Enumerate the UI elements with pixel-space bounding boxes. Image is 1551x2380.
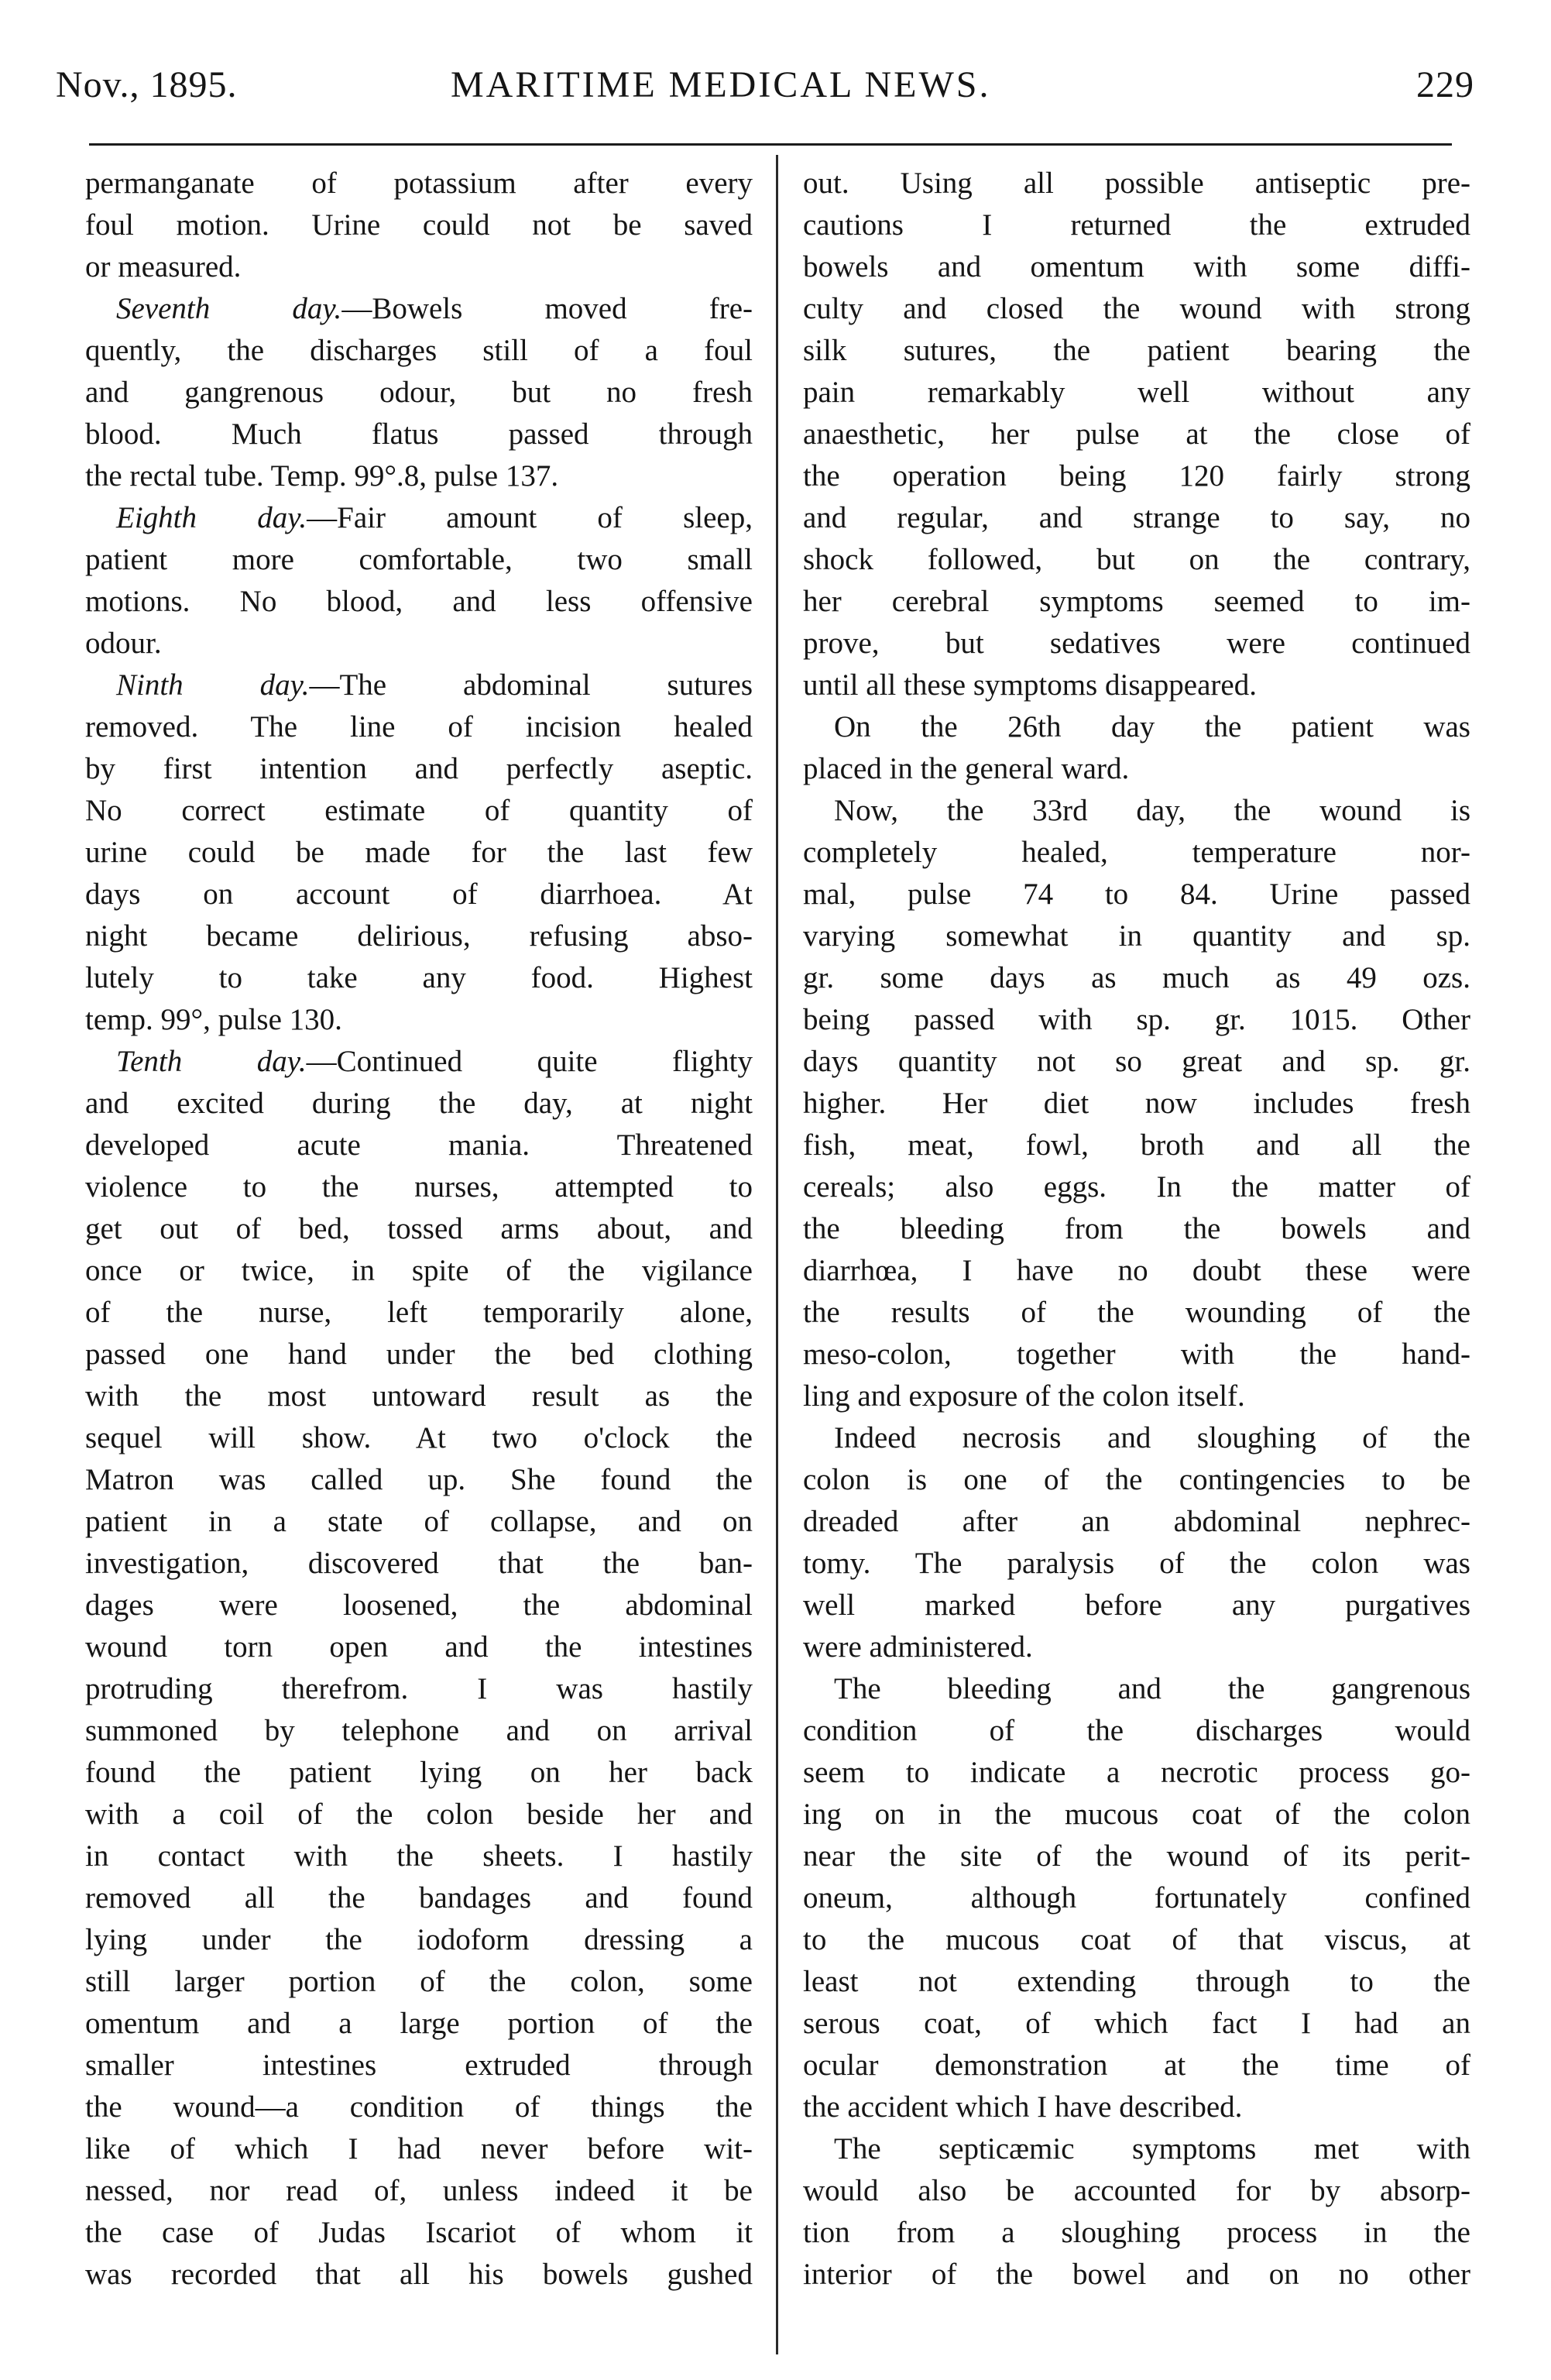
text-line	[803, 915, 1470, 957]
text-line	[803, 2128, 1470, 2170]
line-text: get out of bed, tossed arms about, and	[85, 1212, 753, 1245]
line-text: to the mucous coat of that viscus, at	[803, 1923, 1470, 1956]
line-text: urine could be made for the last few	[85, 836, 753, 869]
line-text: oneum, although fortunately confined	[803, 1881, 1470, 1915]
text-line	[85, 2128, 753, 2170]
text-line	[85, 1041, 753, 1083]
day-heading: Eighth day.	[116, 501, 307, 534]
text-line	[803, 2003, 1470, 2045]
line-text: placed in the general ward.	[803, 752, 1130, 785]
text-line	[803, 497, 1470, 539]
text-line	[85, 1585, 753, 1626]
text-line	[803, 1543, 1470, 1585]
text-line	[803, 1375, 1470, 1417]
text-line	[803, 204, 1470, 246]
line-text: higher. Her diet now includes fresh	[803, 1087, 1470, 1120]
text-line	[85, 163, 753, 204]
text-line	[803, 1668, 1470, 1710]
line-text: —Bowels moved fre-	[341, 292, 753, 325]
line-text: interior of the bowel and on no other	[803, 2258, 1470, 2291]
line-text: sequel will show. At two o'clock the	[85, 1421, 753, 1454]
text-line	[85, 1208, 753, 1250]
line-text: Now, the 33rd day, the wound is	[834, 794, 1470, 827]
text-line	[803, 2254, 1470, 2296]
text-line	[85, 204, 753, 246]
text-line	[85, 1375, 753, 1417]
day-heading: Seventh day.	[116, 292, 342, 325]
text-line	[85, 246, 753, 288]
line-text: out. Using all possible antiseptic pre-	[803, 167, 1470, 200]
line-text: found the patient lying on her back	[85, 1756, 753, 1789]
line-text: lutely to take any food. Highest	[85, 961, 753, 994]
text-line	[85, 1836, 753, 1877]
text-line	[85, 2003, 753, 2045]
line-text: —Continued quite flighty	[306, 1045, 753, 1078]
text-line	[85, 623, 753, 665]
line-text: meso-colon, together with the hand-	[803, 1338, 1470, 1371]
header-rule	[89, 143, 1452, 146]
line-text: culty and closed the wound with strong	[803, 292, 1470, 325]
text-line	[803, 2212, 1470, 2254]
line-text: omentum and a large portion of the	[85, 2007, 753, 2040]
line-text: pain remarkably well without any	[803, 376, 1470, 409]
line-text: were administered.	[803, 1630, 1033, 1664]
line-text: passed one hand under the bed clothing	[85, 1338, 753, 1371]
journal-title: MARITIME MEDICAL NEWS.	[451, 64, 991, 105]
line-text: the rectal tube. Temp. 99°.8, pulse 137.	[85, 459, 559, 493]
line-text: prove, but sedatives were continued	[803, 627, 1470, 660]
line-text: No correct estimate of quantity of	[85, 794, 753, 827]
line-text: violence to the nurses, attempted to	[85, 1170, 753, 1204]
text-line	[85, 414, 753, 455]
line-text: until all these symptoms disappeared.	[803, 668, 1257, 702]
line-text: patient in a state of collapse, and on	[85, 1505, 753, 1538]
line-text: mal, pulse 74 to 84. Urine passed	[803, 877, 1470, 911]
line-text: developed acute mania. Threatened	[85, 1128, 753, 1162]
text-line	[85, 1334, 753, 1375]
text-line	[803, 1334, 1470, 1375]
text-line	[85, 2086, 753, 2128]
line-text: the wound—a condition of things the	[85, 2090, 753, 2124]
text-line	[85, 330, 753, 372]
text-line	[803, 1836, 1470, 1877]
line-text: and excited during the day, at night	[85, 1087, 753, 1120]
text-line	[803, 288, 1470, 330]
line-text: with a coil of the colon beside her and	[85, 1798, 753, 1831]
text-line	[85, 1794, 753, 1836]
text-line	[85, 1166, 753, 1208]
day-heading: Ninth day.	[116, 668, 310, 702]
line-text: Indeed necrosis and sloughing of the	[834, 1421, 1470, 1454]
text-line	[803, 1459, 1470, 1501]
text-line	[803, 455, 1470, 497]
line-text: dages were loosened, the abdominal	[85, 1588, 753, 1622]
text-line	[85, 1501, 753, 1543]
text-line	[85, 1292, 753, 1334]
text-line	[85, 1710, 753, 1752]
text-line	[803, 539, 1470, 581]
line-text: nessed, nor read of, unless indeed it be	[85, 2174, 753, 2207]
line-text: patient more comfortable, two small	[85, 543, 753, 576]
line-text: tion from a sloughing process in the	[803, 2216, 1470, 2249]
text-line	[85, 1250, 753, 1292]
line-text: cereals; also eggs. In the matter of	[803, 1170, 1470, 1204]
text-line	[85, 1668, 753, 1710]
line-text: summoned by telephone and on arrival	[85, 1714, 753, 1747]
text-line	[85, 832, 753, 874]
text-line	[803, 1961, 1470, 2003]
line-text: her cerebral symptoms seemed to im-	[803, 585, 1470, 618]
line-text: seem to indicate a necrotic process go-	[803, 1756, 1470, 1789]
line-text: removed. The line of incision healed	[85, 710, 753, 744]
text-line	[85, 372, 753, 414]
text-line	[85, 748, 753, 790]
text-line	[803, 1752, 1470, 1794]
line-text: the results of the wounding of the	[803, 1296, 1470, 1329]
line-text: and gangrenous odour, but no fresh	[85, 376, 753, 409]
text-line	[85, 2170, 753, 2212]
text-line	[85, 1543, 753, 1585]
text-line	[803, 163, 1470, 204]
line-text: ing on in the mucous coat of the colon	[803, 1798, 1470, 1831]
text-line	[803, 1125, 1470, 1166]
line-text: ling and exposure of the colon itself.	[803, 1379, 1245, 1413]
line-text: diarrhœa, I have no doubt these were	[803, 1254, 1470, 1287]
text-line	[803, 1877, 1470, 1919]
line-text: gr. some days as much as 49 ozs.	[803, 961, 1470, 994]
line-text: varying somewhat in quantity and sp.	[803, 919, 1470, 953]
text-line	[803, 999, 1470, 1041]
line-text: like of which I had never before wit-	[85, 2132, 753, 2165]
text-line	[803, 330, 1470, 372]
line-text: well marked before any purgatives	[803, 1588, 1470, 1622]
line-text: investigation, discovered that the ban-	[85, 1547, 753, 1580]
text-line	[803, 1292, 1470, 1334]
line-text: —The abdominal sutures	[309, 668, 753, 702]
text-line	[85, 1626, 753, 1668]
text-line	[803, 2045, 1470, 2086]
line-text: wound torn open and the intestines	[85, 1630, 753, 1664]
text-line	[85, 1459, 753, 1501]
line-text: was recorded that all his bowels gushed	[85, 2258, 753, 2291]
text-line	[803, 874, 1470, 915]
running-header	[56, 64, 1474, 125]
text-line	[803, 1710, 1470, 1752]
text-line	[85, 665, 753, 706]
text-line	[803, 1794, 1470, 1836]
text-line	[85, 706, 753, 748]
text-line	[803, 1919, 1470, 1961]
day-heading: Tenth day.	[116, 1045, 307, 1078]
text-line	[85, 2254, 753, 2296]
text-line	[85, 1083, 753, 1125]
text-line	[803, 581, 1470, 623]
line-text: dreaded after an abdominal nephrec-	[803, 1505, 1470, 1538]
line-text: The bleeding and the gangrenous	[834, 1672, 1470, 1705]
text-line	[803, 1041, 1470, 1083]
line-text: by first intention and perfectly aseptic.	[85, 752, 753, 785]
line-text: would also be accounted for by absorp-	[803, 2174, 1470, 2207]
text-line	[85, 455, 753, 497]
text-line	[803, 623, 1470, 665]
line-text: shock followed, but on the contrary,	[803, 543, 1470, 576]
text-line	[85, 874, 753, 915]
line-text: ocular demonstration at the time of	[803, 2049, 1470, 2082]
line-text: quently, the discharges still of a foul	[85, 334, 753, 367]
text-line	[803, 372, 1470, 414]
line-text: still larger portion of the colon, some	[85, 1965, 753, 1998]
text-line	[803, 1250, 1470, 1292]
line-text: with the most untoward result as the	[85, 1379, 753, 1413]
right-column	[803, 163, 1470, 2362]
line-text: of the nurse, left temporarily alone,	[85, 1296, 753, 1329]
line-text: completely healed, temperature nor-	[803, 836, 1470, 869]
text-line	[85, 790, 753, 832]
line-text: least not extending through to the	[803, 1965, 1470, 1998]
text-line	[803, 957, 1470, 999]
text-line	[85, 2045, 753, 2086]
text-line	[85, 539, 753, 581]
text-line	[803, 2170, 1470, 2212]
text-line	[803, 832, 1470, 874]
line-text: the operation being 120 fairly strong	[803, 459, 1470, 493]
text-line	[85, 1417, 753, 1459]
text-line	[803, 1208, 1470, 1250]
line-text: colon is one of the contingencies to be	[803, 1463, 1470, 1496]
text-line	[803, 246, 1470, 288]
line-text: cautions I returned the extruded	[803, 208, 1470, 242]
line-text: On the 26th day the patient was	[834, 710, 1470, 744]
line-text: odour.	[85, 627, 162, 660]
line-text: tomy. The paralysis of the colon was	[803, 1547, 1470, 1580]
text-line	[85, 1919, 753, 1961]
line-text: temp. 99°, pulse 130.	[85, 1003, 342, 1036]
text-line	[803, 2086, 1470, 2128]
line-text: days quantity not so great and sp. gr.	[803, 1045, 1470, 1078]
page-number: 229	[1416, 64, 1474, 105]
text-line	[85, 1125, 753, 1166]
text-line	[85, 1752, 753, 1794]
line-text: or measured.	[85, 250, 242, 283]
text-line	[803, 414, 1470, 455]
text-line	[85, 957, 753, 999]
line-text: motions. No blood, and less offensive	[85, 585, 753, 618]
line-text: blood. Much flatus passed through	[85, 417, 753, 451]
text-line	[803, 1585, 1470, 1626]
line-text: night became delirious, refusing abso-	[85, 919, 753, 953]
line-text: permanganate of potassium after every	[85, 167, 753, 200]
line-text: The septicæmic symptoms met with	[834, 2132, 1470, 2165]
line-text: and regular, and strange to say, no	[803, 501, 1470, 534]
line-text: in contact with the sheets. I hastily	[85, 1839, 753, 1873]
text-line	[803, 1083, 1470, 1125]
line-text: serous coat, of which fact I had an	[803, 2007, 1470, 2040]
line-text: anaesthetic, her pulse at the close of	[803, 417, 1470, 451]
text-line	[85, 497, 753, 539]
text-line	[803, 1166, 1470, 1208]
line-text: near the site of the wound of its perit-	[803, 1839, 1470, 1873]
text-line	[85, 288, 753, 330]
text-line	[803, 1417, 1470, 1459]
line-text: removed all the bandages and found	[85, 1881, 753, 1915]
text-line	[85, 2212, 753, 2254]
line-text: —Fair amount of sleep,	[307, 501, 753, 534]
line-text: lying under the iodoform dressing a	[85, 1923, 753, 1956]
text-line	[803, 748, 1470, 790]
line-text: bowels and omentum with some diffi-	[803, 250, 1470, 283]
left-column	[85, 163, 753, 2362]
line-text: days on account of diarrhoea. At	[85, 877, 753, 911]
line-text: Matron was called up. She found the	[85, 1463, 753, 1496]
text-line	[803, 1626, 1470, 1668]
issue-date: Nov., 1895.	[56, 64, 238, 105]
line-text: the accident which I have described.	[803, 2090, 1243, 2124]
text-line	[85, 915, 753, 957]
line-text: being passed with sp. gr. 1015. Other	[803, 1003, 1470, 1036]
text-line	[803, 790, 1470, 832]
text-line	[803, 1501, 1470, 1543]
line-text: protruding therefrom. I was hastily	[85, 1672, 753, 1705]
line-text: fish, meat, fowl, broth and all the	[803, 1128, 1470, 1162]
text-line	[85, 1877, 753, 1919]
line-text: once or twice, in spite of the vigilance	[85, 1254, 753, 1287]
column-divider	[776, 155, 778, 2354]
text-line	[803, 665, 1470, 706]
line-text: foul motion. Urine could not be saved	[85, 208, 753, 242]
text-line	[803, 706, 1470, 748]
line-text: condition of the discharges would	[803, 1714, 1470, 1747]
line-text: the case of Judas Iscariot of whom it	[85, 2216, 753, 2249]
text-line	[85, 999, 753, 1041]
line-text: the bleeding from the bowels and	[803, 1212, 1470, 1245]
text-line	[85, 1961, 753, 2003]
line-text: smaller intestines extruded through	[85, 2049, 753, 2082]
line-text: silk sutures, the patient bearing the	[803, 334, 1470, 367]
text-line	[85, 581, 753, 623]
